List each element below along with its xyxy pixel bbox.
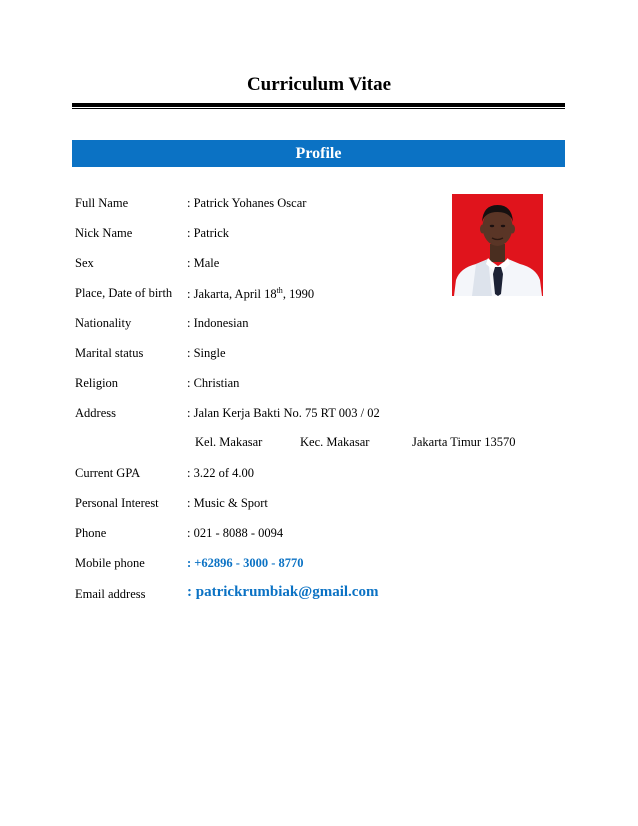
full-name-label: Full Name <box>75 196 129 210</box>
full-name-value: : Patrick Yohanes Oscar <box>187 196 307 210</box>
religion-value: : Christian <box>187 376 240 390</box>
birth-label: Place, Date of birth <box>75 286 173 300</box>
title-divider-thick <box>72 103 565 107</box>
birth-year: , 1990 <box>282 287 315 302</box>
photo-ear-left <box>480 225 485 234</box>
profile-section-title: Profile <box>295 144 342 162</box>
address-kel: Kel. Makasar <box>195 435 263 449</box>
page-title: Curriculum Vitae <box>246 74 392 95</box>
mobile-value[interactable]: : +62896 - 3000 - 8770 <box>187 556 304 570</box>
phone-value: : 021 - 8088 - 0094 <box>187 526 284 540</box>
photo-eye-right <box>501 225 505 227</box>
email-value[interactable]: : patrickrumbiak@gmail.com <box>187 584 379 600</box>
sex-value: : Male <box>187 256 220 270</box>
address-line1: : Jalan Kerja Bakti No. 75 RT 003 / 02 <box>187 406 380 420</box>
photo-neck <box>490 244 505 262</box>
nick-name-label: Nick Name <box>75 226 133 240</box>
gpa-label: Current GPA <box>75 466 141 480</box>
marital-value: : Single <box>187 346 226 360</box>
title-divider-thin <box>72 108 565 109</box>
birth-prefix: : Jakarta, April 18 <box>187 287 277 302</box>
profile-section-header <box>72 140 565 167</box>
nick-name-value: : Patrick <box>187 226 230 240</box>
birth-value <box>187 286 314 302</box>
email-label: Email address <box>75 587 146 601</box>
interest-value: : Music & Sport <box>187 496 268 510</box>
birth-ordinal: th <box>276 286 283 295</box>
mobile-label: Mobile phone <box>75 556 145 570</box>
marital-label: Marital status <box>75 346 144 360</box>
nationality-label: Nationality <box>75 316 132 330</box>
gpa-value: : 3.22 of 4.00 <box>187 466 255 480</box>
sex-label: Sex <box>75 256 94 270</box>
phone-label: Phone <box>75 526 107 540</box>
profile-photo <box>452 194 543 296</box>
nationality-value: : Indonesian <box>187 316 249 330</box>
interest-label: Personal Interest <box>75 496 159 510</box>
photo-eye-left <box>490 225 494 227</box>
religion-label: Religion <box>75 376 119 390</box>
address-kec: Kec. Makasar <box>300 435 370 449</box>
address-city: Jakarta Timur 13570 <box>412 435 516 449</box>
address-label: Address <box>75 406 116 420</box>
photo-ear-right <box>510 225 515 234</box>
